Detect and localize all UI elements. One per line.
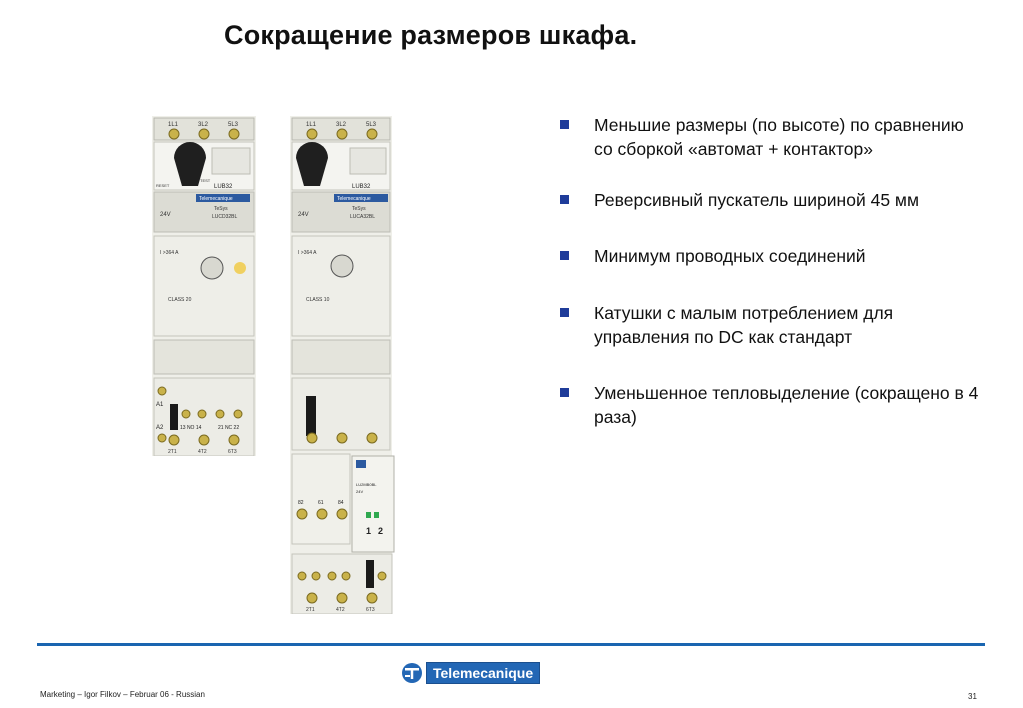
aux-terminal-label: 82: [298, 500, 304, 506]
terminal-screw: [199, 129, 209, 139]
reverser-model-label: LU2MB0BL: [356, 482, 377, 487]
current-label: I >364 A: [160, 250, 179, 256]
bottom-terminal-label: 2T1: [306, 607, 315, 613]
reverser-module: [352, 456, 394, 552]
reverser-voltage-label: 24V: [356, 489, 364, 494]
bullet-text: Уменьшенное тепловыделение (сокращено в 4 раза): [594, 383, 979, 427]
slide-title: Сокращение размеров шкафа.: [224, 20, 638, 50]
series-label: TeSys: [352, 206, 366, 212]
aux-contact-nc: 21 NC 22: [218, 425, 240, 431]
starter-image-right: [290, 116, 398, 614]
top-terminal-label: 3L2: [198, 122, 209, 128]
reverser-num: 2: [378, 526, 384, 536]
bullet-item: [560, 188, 980, 212]
aux-terminal-label: 61: [318, 500, 324, 506]
top-terminal-label: 1L1: [306, 122, 317, 128]
bullet-square-icon: [560, 388, 569, 397]
top-terminal-label: 5L3: [366, 122, 377, 128]
voltage-label: 24V: [298, 212, 309, 218]
bullet-square-icon: [560, 195, 569, 204]
bullet-text: Меньшие размеры (по высоте) по сравнению со сборкой «автомат + контактор»: [594, 115, 964, 159]
bullet-text: Минимум проводных соединений: [594, 246, 866, 266]
bullet-text: Катушки с малым потреблением для управления по DC как стандарт: [594, 303, 894, 347]
bullet-item: [560, 244, 980, 268]
bullet-item: [560, 301, 980, 349]
bullet-square-icon: [560, 120, 569, 129]
unit-model-label: LUCD32BL: [212, 214, 238, 220]
top-terminal-label: 3L2: [336, 122, 347, 128]
bottom-terminal-label: 6T3: [366, 607, 375, 613]
bullet-text: Реверсивный пускатель шириной 45 мм: [594, 190, 919, 210]
series-label: TeSys: [214, 206, 228, 212]
model-label: LUB32: [214, 184, 233, 190]
test-label: TEST: [200, 178, 211, 183]
starter-image-left: [152, 116, 256, 456]
coil-terminal-a1: A1: [156, 402, 164, 408]
indicator-led: [234, 262, 246, 274]
terminal-screw: [229, 129, 239, 139]
class-label: CLASS 20: [168, 297, 192, 303]
company-logo: [401, 662, 540, 684]
aux-contact-no: 13 NO 14: [180, 425, 202, 431]
bottom-terminal-label: 2T1: [168, 449, 177, 455]
brand-label: Telemecanique: [199, 196, 233, 202]
aux-terminal-label: 84: [338, 500, 344, 506]
coil-terminal-a2: A2: [156, 425, 164, 431]
telemecanique-logo-icon: [401, 662, 423, 684]
bullet-square-icon: [560, 251, 569, 260]
bottom-terminal-label: 4T2: [198, 449, 207, 455]
logo-wordmark: Telemecanique: [426, 662, 540, 684]
footer-divider: [37, 643, 985, 646]
model-label: LUB32: [352, 184, 371, 190]
unit-model-label: LUCA32BL: [350, 214, 376, 220]
terminal-screw: [169, 129, 179, 139]
setting-dial: [331, 255, 353, 277]
bottom-terminal-label: 6T3: [228, 449, 237, 455]
bullet-item: [560, 113, 980, 161]
top-terminal-label: 5L3: [228, 122, 239, 128]
voltage-label: 24V: [160, 212, 171, 218]
class-label: CLASS 10: [306, 297, 330, 303]
bottom-terminal-label: 4T2: [336, 607, 345, 613]
bullet-square-icon: [560, 308, 569, 317]
reverser-num: 1: [366, 526, 372, 536]
brand-label: Telemecanique: [337, 196, 371, 202]
top-terminal-label: 1L1: [168, 122, 179, 128]
current-label: I >364 A: [298, 250, 317, 256]
bullet-item: [560, 381, 980, 429]
page-number: 31: [968, 692, 977, 701]
setting-dial: [201, 257, 223, 279]
footer-text: Marketing – Igor Filkov – Februar 06 - Russian: [40, 690, 205, 699]
reset-label: RESET: [156, 183, 170, 188]
